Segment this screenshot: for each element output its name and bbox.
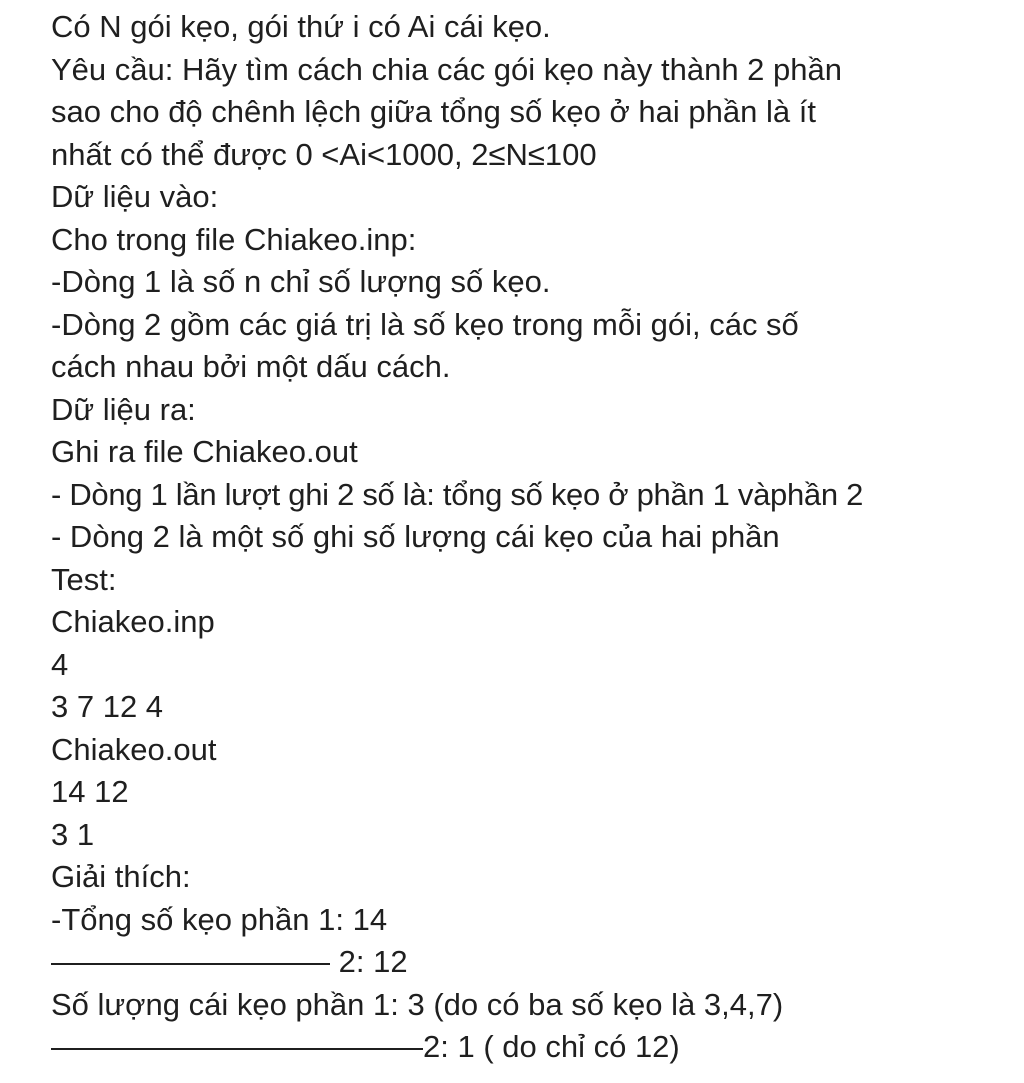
input-heading: Dữ liệu vào:: [51, 179, 219, 214]
test-output-counts: 3 1: [51, 816, 95, 852]
test-output-file: Chiakeo.out: [51, 731, 217, 767]
output-row-description: - Dòng 2 là một số ghi số lượng cái kẹo của hai phần: [51, 519, 780, 554]
output-row-description: - Dòng 1 lần lượt ghi 2 số là: tổng số kẹo ở phần 1 vàphần 2: [51, 476, 864, 512]
input-file-line: Cho trong file Chiakeo.inp:: [51, 221, 417, 257]
requirement-line: sao cho độ chênh lệch giữa tổng số kẹo ở hai phần là ít: [51, 94, 816, 129]
test-heading: Test:: [51, 561, 117, 597]
input-row-description: -Dòng 1 là số n chỉ số lượng số kẹo.: [51, 264, 551, 299]
test-input-values: 3 7 12 4: [51, 689, 164, 724]
output-heading: Dữ liệu ra:: [51, 391, 196, 427]
explanation-sum-line: ————————— 2: 12: [51, 944, 408, 979]
problem-statement-line: Có N gói kẹo, gói thứ i có Ai cái kẹo.: [51, 9, 551, 44]
input-row-description: cách nhau bởi một dấu cách.: [51, 349, 451, 384]
output-file-line: Ghi ra file Chiakeo.out: [51, 434, 358, 469]
explanation-sum-line: -Tổng số kẹo phần 1: 14: [51, 901, 388, 937]
explanation-heading: Giải thích:: [51, 859, 191, 894]
explanation-count-line: ————————————2: 1 ( do chỉ có 12): [51, 1029, 680, 1064]
requirement-line: Yêu cầu: Hãy tìm cách chia các gói kẹo này thành 2 phần: [51, 51, 842, 87]
constraints-line: nhất có thể được 0 <Ai<1000, 2≤N≤100: [51, 136, 597, 172]
problem-document: [51, 6, 1021, 1069]
input-row-description: -Dòng 2 gồm các giá trị là số kẹo trong mỗi gói, các số: [51, 306, 799, 342]
test-output-sums: 14 12: [51, 774, 129, 809]
test-input-n: 4: [51, 646, 69, 682]
test-input-file: Chiakeo.inp: [51, 604, 215, 639]
explanation-count-line: Số lượng cái kẹo phần 1: 3 (do có ba số kẹo là 3,4,7): [51, 986, 784, 1022]
